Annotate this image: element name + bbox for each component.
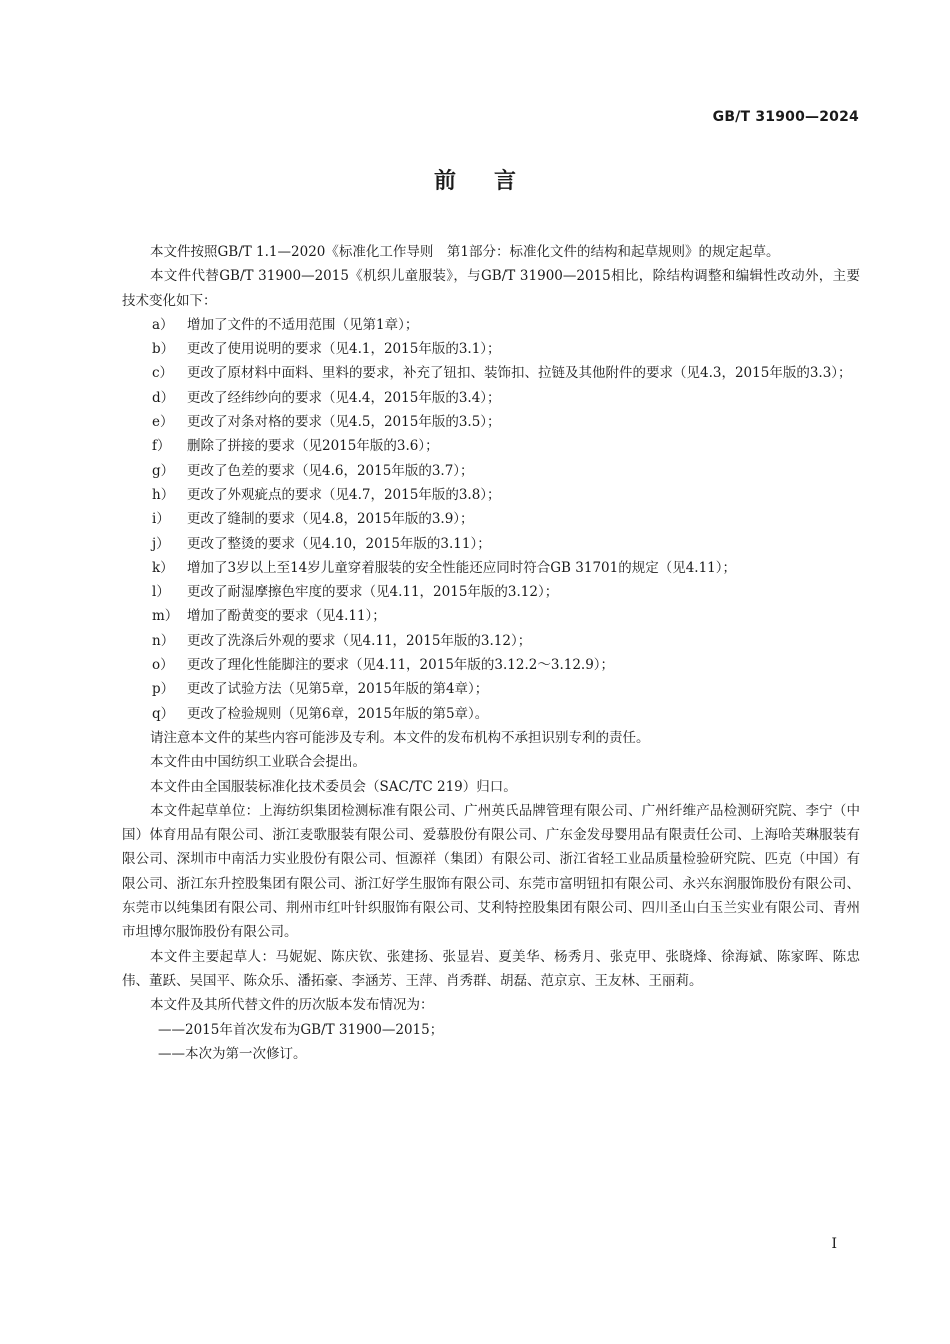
list-item xyxy=(122,459,860,483)
list-item xyxy=(122,677,860,701)
intro-paragraph: 本文件代替GB/T 31900—2015《机织儿童服装》，与GB/T 31900—2015相比，除结构调整和编辑性改动外，主要技术变化如下： xyxy=(122,268,860,309)
list-item-text: 更改了色差的要求（见4.6，2015年版的3.7）； xyxy=(187,462,474,479)
list-item-label: p） xyxy=(152,681,175,698)
list-item-text: 更改了外观疵点的要求（见4.7，2015年版的3.8）； xyxy=(187,486,501,503)
list-item xyxy=(122,507,860,531)
list-item-label: d） xyxy=(152,389,175,406)
history-item: ——2015年首次发布为GB/T 31900—2015； xyxy=(158,1021,444,1038)
list-item-label: l） xyxy=(152,584,170,601)
drafters: 本文件主要起草人：马妮妮、陈庆钦、张建扬、张显岩、夏美华、杨秀月、张克甲、张晓烽、徐海斌、陈家晖、陈忠伟、董跃、吴国平、陈众乐、潘拓豪、李涵芳、王萍、肖秀群、胡磊、范京京、王友林、王丽莉。 xyxy=(122,948,860,989)
list-item-label: o） xyxy=(152,657,174,674)
list-item-text: 更改了原材料中面料、里料的要求，补充了钮扣、装饰扣、拉链及其他附件的要求（见4.3，2015年版的3.3）； xyxy=(187,365,852,382)
list-item xyxy=(122,434,860,458)
page-title: 前言 xyxy=(433,169,554,194)
list-item xyxy=(122,483,860,507)
standard-number: GB/T 31900—2024 xyxy=(712,109,859,125)
list-item-text: 更改了对条对格的要求（见4.5，2015年版的3.5）； xyxy=(187,414,501,431)
list-item-label: m） xyxy=(152,608,179,625)
list-item-text: 更改了经纬纱向的要求（见4.4，2015年版的3.4）； xyxy=(187,389,501,406)
list-item-label: n） xyxy=(152,632,175,649)
list-item xyxy=(122,556,860,580)
list-item xyxy=(122,702,860,726)
list-item xyxy=(122,410,860,434)
list-item xyxy=(122,532,860,556)
list-item xyxy=(122,653,860,677)
page-number: I xyxy=(831,1236,837,1252)
list-item-text: 更改了整烫的要求（见4.10，2015年版的3.11）； xyxy=(187,535,491,552)
history-intro: 本文件及其所代替文件的历次版本发布情况为： xyxy=(150,997,434,1014)
drafting-units: 本文件起草单位：上海纺织集团检测标准有限公司、广州英氏品牌管理有限公司、广州纤维产品检测研究院、李宁（中国）体育用品有限公司、浙江麦歌服装有限公司、爱慕股份有限公司、广东金发母婴用品有限责任公司、上海哈芙琳服装有限公司、深圳市中南活力实业股份有限公司、恒源祥（集团）有限公司、浙江省轻工业品质量检验研究院、匹克（中国）有限公司、浙江东升控股集团有限公司、浙江好学生服饰有限公司、东莞市富明钮扣有限公司、永兴东润服饰股份有限公司、东莞市以纯集团有限公司、荆州市红叶针织服饰有限公司、艾利特控股集团有限公司、四川圣山白玉兰实业有限公司、青州市坦博尔服饰股份有限公司。 xyxy=(122,802,860,941)
list-item-text: 增加了文件的不适用范围（见第1章）； xyxy=(187,316,419,333)
document-body xyxy=(122,240,860,1066)
proposer-note: 本文件由中国纺织工业联合会提出。 xyxy=(150,754,366,771)
list-item-label: e） xyxy=(152,414,174,431)
list-item-label: g） xyxy=(152,462,175,479)
list-item-text: 更改了试验方法（见第5章，2015年版的第4章）； xyxy=(187,681,489,698)
committee-note: 本文件由全国服装标准化技术委员会（SAC/TC 219）归口。 xyxy=(150,778,517,795)
list-item-text: 更改了检验规则（见第6章，2015年版的第5章）。 xyxy=(187,705,489,722)
list-item xyxy=(122,337,860,361)
list-item-label: h） xyxy=(152,486,175,503)
list-item-text: 更改了缝制的要求（见4.8，2015年版的3.9）； xyxy=(187,511,474,528)
list-item-text: 删除了拼接的要求（见2015年版的3.6）； xyxy=(187,438,439,455)
list-item-label: a） xyxy=(152,316,174,333)
list-item-label: b） xyxy=(152,341,175,358)
list-item-label: i） xyxy=(152,511,170,528)
list-item-label: k） xyxy=(152,559,174,576)
list-item-label: q） xyxy=(152,705,175,722)
list-item-label: f） xyxy=(152,438,171,455)
list-item xyxy=(122,580,860,604)
list-item-text: 更改了使用说明的要求（见4.1，2015年版的3.1）； xyxy=(187,341,501,358)
list-item xyxy=(122,386,860,410)
history-item: ——本次为第一次修订。 xyxy=(158,1045,307,1062)
list-item-text: 更改了耐湿摩擦色牢度的要求（见4.11，2015年版的3.12）； xyxy=(187,584,559,601)
list-item xyxy=(122,313,860,337)
list-item xyxy=(122,604,860,628)
patent-note: 请注意本文件的某些内容可能涉及专利。本文件的发布机构不承担识别专利的责任。 xyxy=(150,729,650,746)
list-item xyxy=(122,361,860,385)
list-item-text: 更改了洗涤后外观的要求（见4.11，2015年版的3.12）； xyxy=(187,632,532,649)
change-list xyxy=(122,313,860,726)
list-item-label: j） xyxy=(152,535,170,552)
intro-paragraph: 本文件按照GB/T 1.1—2020《标准化工作导则 第1部分：标准化文件的结构和起草规则》的规定起草。 xyxy=(150,244,780,260)
list-item-label: c） xyxy=(152,365,174,382)
list-item-text: 更改了理化性能脚注的要求（见4.11，2015年版的3.12.2～3.12.9）； xyxy=(187,657,615,674)
list-item xyxy=(122,629,860,653)
list-item-text: 增加了3岁以上至14岁儿童穿着服装的安全性能还应同时符合GB 31701的规定（见4.11）； xyxy=(187,559,737,576)
list-item-text: 增加了酚黄变的要求（见4.11）； xyxy=(187,608,386,625)
